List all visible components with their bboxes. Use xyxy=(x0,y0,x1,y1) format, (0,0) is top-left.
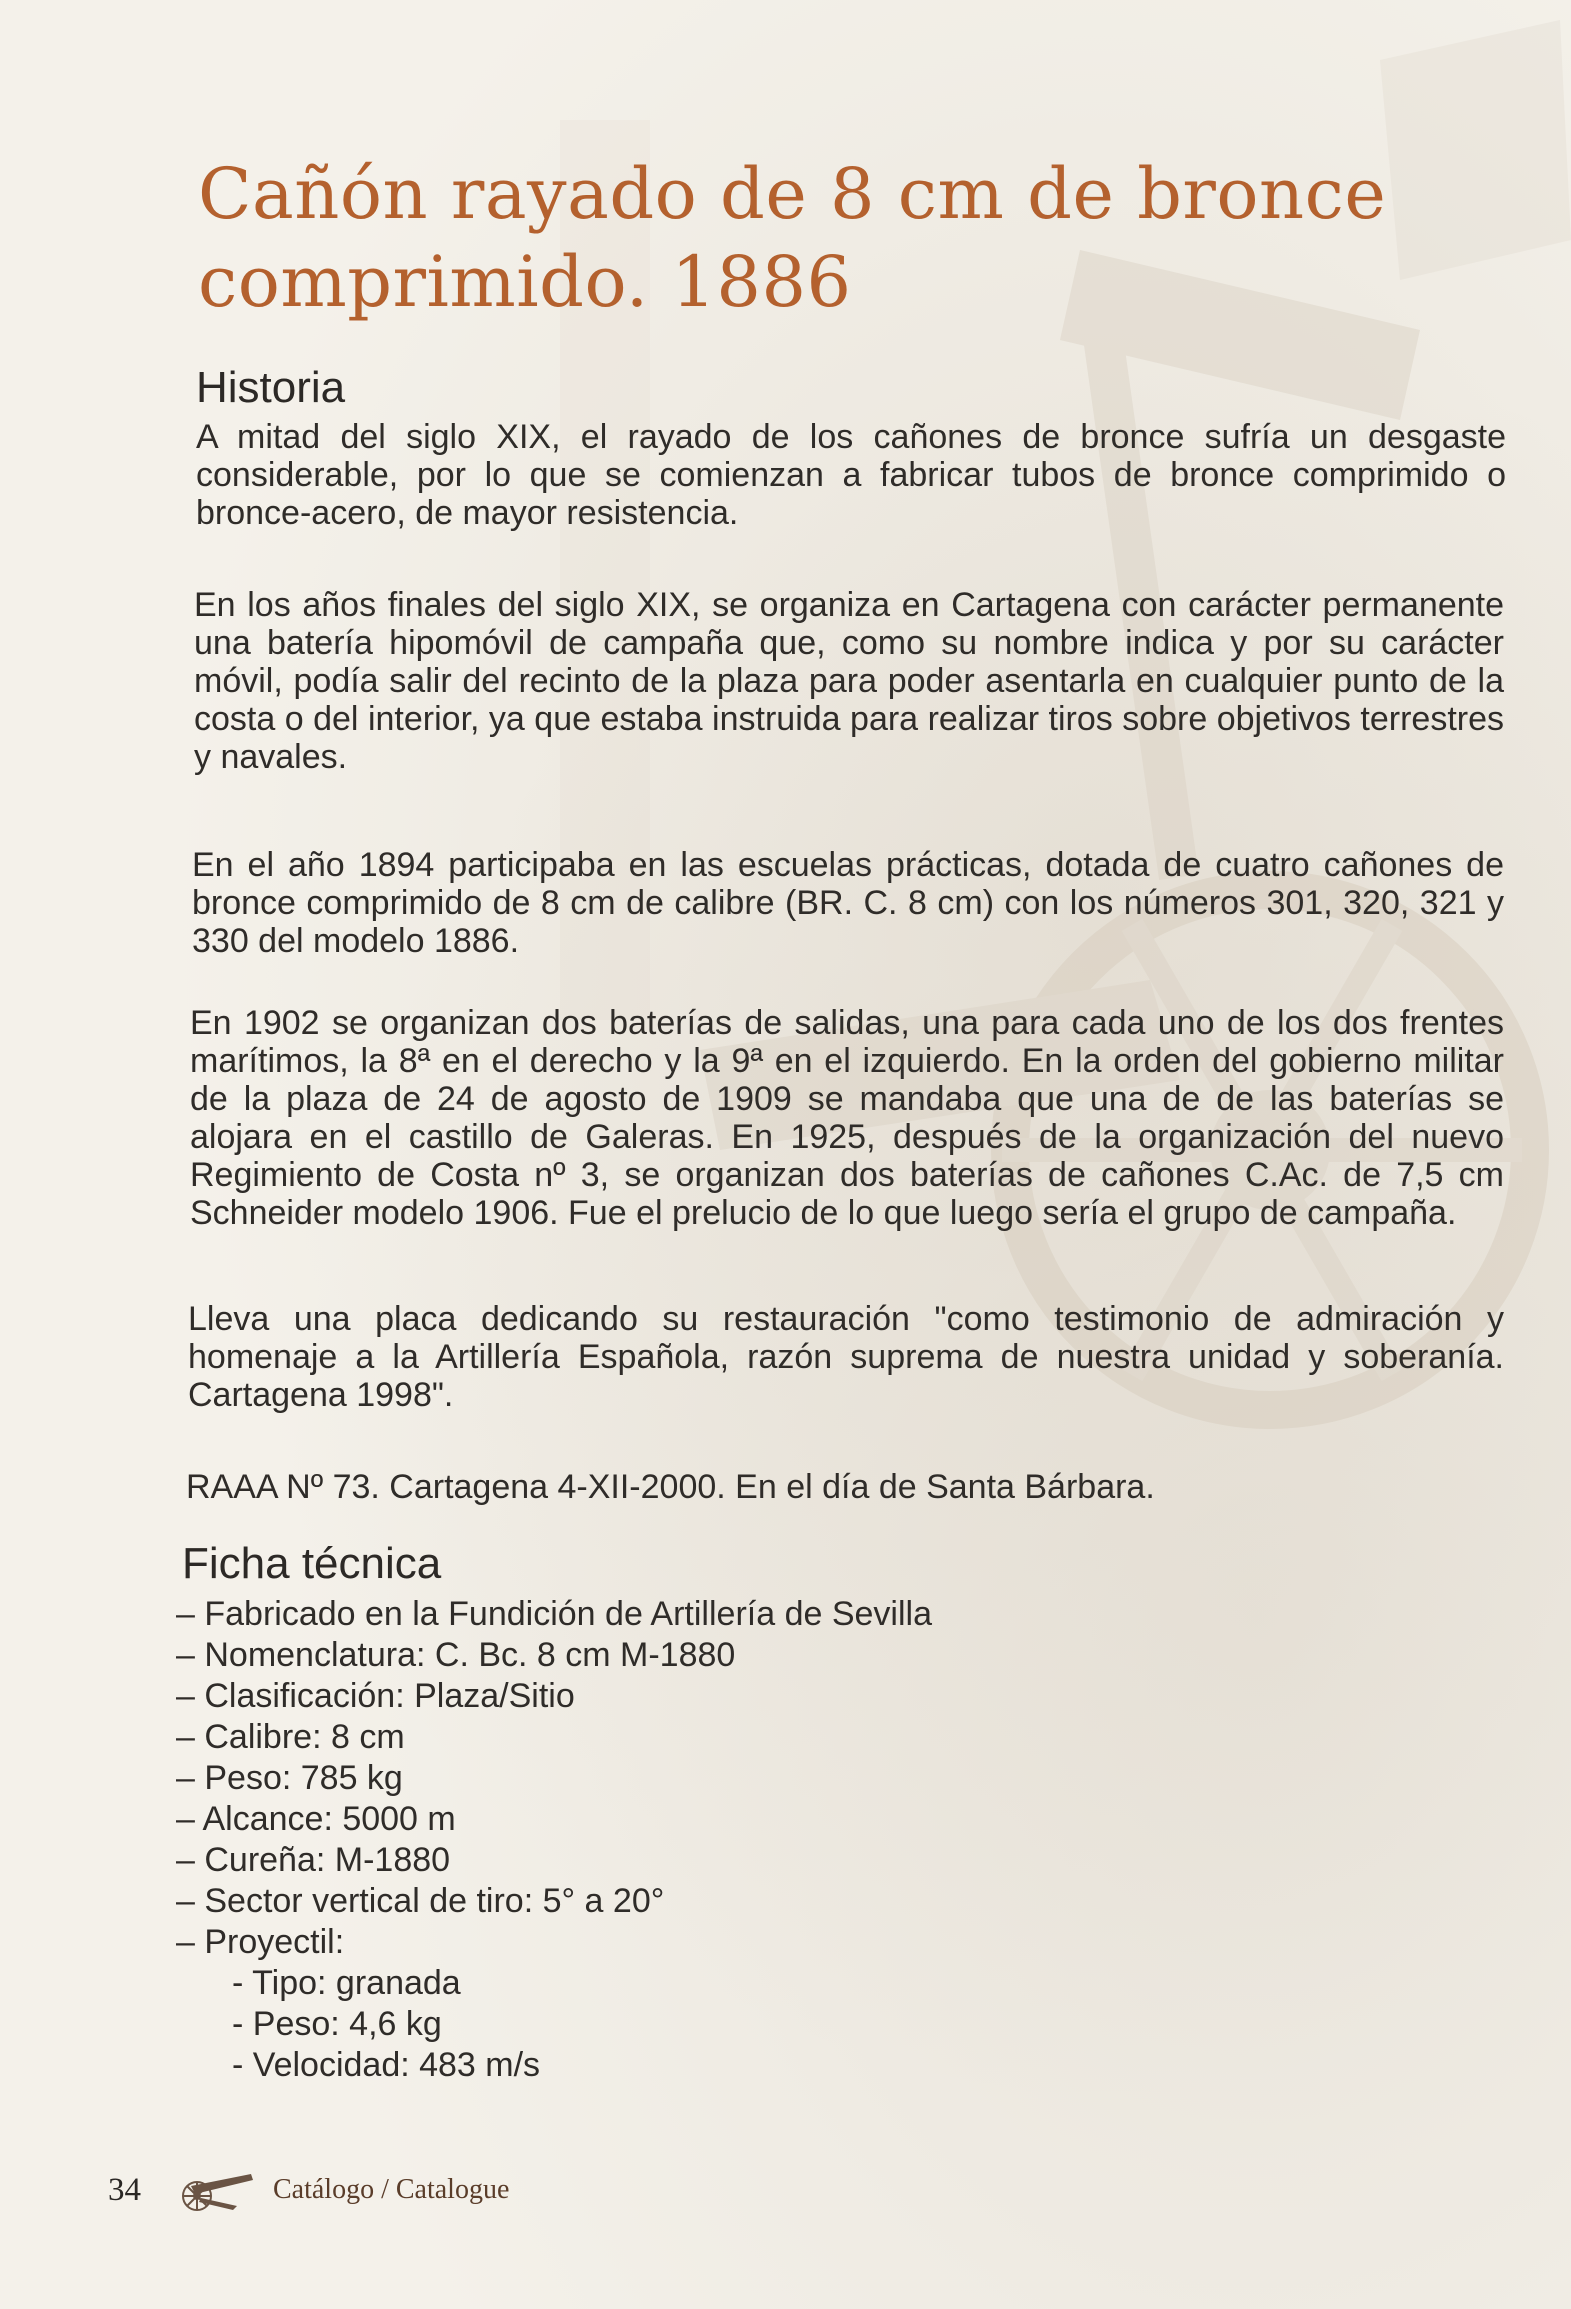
spec-item: – Fabricado en la Fundición de Artillería de Sevilla xyxy=(176,1595,932,1633)
spec-item: – Calibre: 8 cm xyxy=(176,1718,405,1756)
spec-item: – Clasificación: Plaza/Sitio xyxy=(176,1677,575,1715)
page-footer xyxy=(108,2166,509,2214)
ficha-tecnica-list xyxy=(176,1594,1276,2086)
spec-item: – Nomenclatura: C. Bc. 8 cm M-1880 xyxy=(176,1636,736,1674)
historia-paragraph-5: Lleva una placa dedicando su restauración "como testimonio de admiración y homenaje a la Artillería Española, razón suprema de nuestra unidad y soberanía. Cartagena 1998". xyxy=(188,1300,1504,1414)
spec-item: – Cureña: M-1880 xyxy=(176,1841,451,1879)
ficha-tecnica-heading: Ficha técnica xyxy=(182,1539,442,1588)
historia-paragraph-4: En 1902 se organizan dos baterías de salidas, una para cada uno de los dos frentes marítimos, la 8ª en el derecho y la 9ª en el izquierdo. En la orden del gobierno militar de la plaza de 24 de agosto de 1909 se mandaba que una de de las baterías se alojara en el castillo de Galeras. En 1925, después de la organización del nuevo Regimiento de Costa nº 3, se organizan dos baterías de cañones C.Ac. de 7,5 cm Schneider modelo 1906. Fue el prelucio de lo que luego sería el grupo de campaña. xyxy=(190,1004,1504,1232)
cannon-icon xyxy=(167,2166,259,2214)
title-line-1: Cañón rayado de 8 cm de bronce xyxy=(198,153,1387,235)
historia-paragraph-6: RAAA Nº 73. Cartagena 4-XII-2000. En el día de Santa Bárbara. xyxy=(186,1468,1155,1506)
historia-paragraph-3: En el año 1894 participaba en las escuelas prácticas, dotada de cuatro cañones de bronce comprimido de 8 cm de calibre (BR. C. 8 cm) con los números 301, 320, 321 y 330 del modelo 1886. xyxy=(192,846,1504,960)
page-title xyxy=(198,150,1458,326)
spec-item: – Sector vertical de tiro: 5° a 20° xyxy=(176,1882,665,1920)
spec-item: – Proyectil: xyxy=(176,1923,345,1961)
title-line-2: comprimido. 1886 xyxy=(198,241,852,323)
spec-sub-item: - Tipo: granada xyxy=(232,1964,461,2002)
page-number: 34 xyxy=(108,2171,141,2208)
historia-paragraph-2: En los años finales del siglo XIX, se organiza en Cartagena con carácter permanente una batería hipomóvil de campaña que, como su nombre indica y por su carácter móvil, podía salir del recinto de la plaza para poder asentarla en cualquier punto de la costa o del interior, ya que estaba instruida para realizar tiros sobre objetivos terrestres y navales. xyxy=(194,586,1504,776)
historia-paragraph-1: A mitad del siglo XIX, el rayado de los cañones de bronce sufría un desgaste considerable, por lo que se comienzan a fabricar tubos de bronce comprimido o bronce-acero, de mayor resistencia. xyxy=(196,418,1506,532)
historia-heading: Historia xyxy=(196,363,346,412)
catalog-label: Catálogo / Catalogue xyxy=(273,2174,510,2205)
spec-sub-item: - Velocidad: 483 m/s xyxy=(232,2046,541,2084)
spec-item: – Peso: 785 kg xyxy=(176,1759,403,1797)
spec-sub-item: - Peso: 4,6 kg xyxy=(232,2005,442,2043)
spec-item: – Alcance: 5000 m xyxy=(176,1800,456,1838)
